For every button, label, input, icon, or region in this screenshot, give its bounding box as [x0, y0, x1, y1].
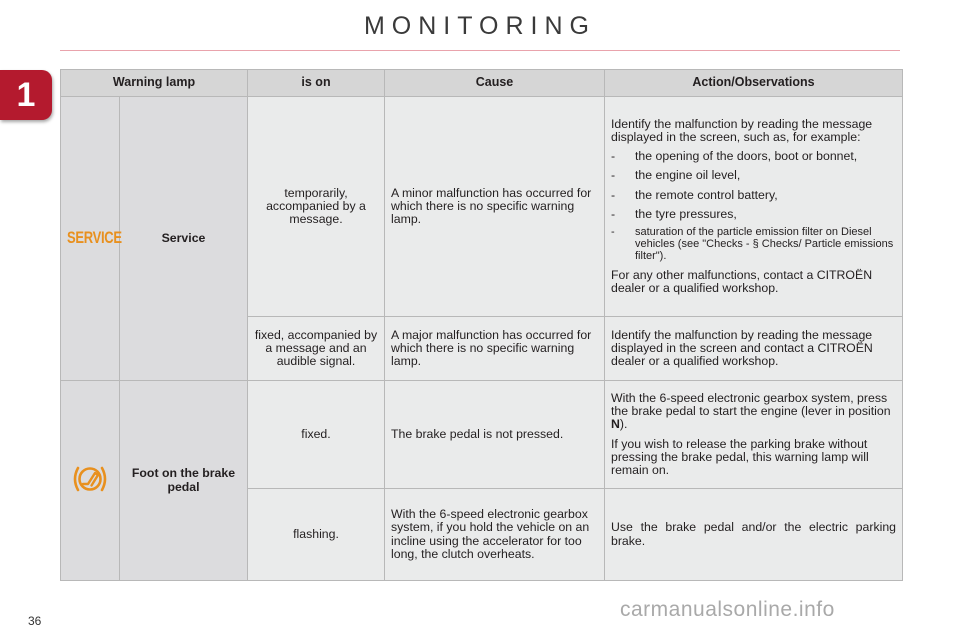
brake-action-p2: If you wish to release the parking brake without pressing the brake pedal, this warning lamp will remain on.: [611, 436, 869, 478]
service-warning-icon: SERVICE: [67, 228, 122, 248]
service-action-outro: For any other malfunctions, contact a CITROËN dealer or a qualified workshop.: [611, 267, 873, 296]
brake-row1-cause: The brake pedal is not pressed.: [385, 381, 605, 489]
list-item: - the engine oil level,: [611, 169, 896, 182]
header-action: Action/Observations: [605, 70, 903, 97]
service-action-intro: Identify the malfunction by reading the message displayed in the screen, such as, for example:: [611, 116, 873, 144]
page-title: MONITORING: [363, 12, 597, 40]
list-item: - the tyre pressures,: [611, 208, 896, 221]
brake-row1-is-on: fixed.: [248, 381, 385, 489]
service-row2-is-on: fixed, accompanied by a message and an audible signal.: [248, 317, 385, 381]
gear-position-n: N: [611, 417, 620, 432]
service-icon-cell: [61, 97, 120, 381]
brake-row2-is-on: flashing.: [248, 489, 385, 581]
brake-action-p1: With the 6-speed electronic gearbox system, press the brake pedal to start the engine (lever in position N).: [611, 390, 891, 432]
service-row1-is-on: temporarily, accompanied by a message.: [248, 97, 385, 317]
brake-icon-cell: [61, 381, 120, 581]
chapter-tab: 1: [0, 70, 52, 120]
table-row: [61, 97, 903, 317]
brake-lamp-name: Foot on the brake pedal: [120, 381, 248, 581]
brake-row1-action: [605, 381, 903, 489]
brake-row2-action: Use the brake pedal and/or the electric parking brake.: [605, 489, 903, 581]
header-cause: Cause: [385, 70, 605, 97]
service-row1-cause: A minor malfunction has occurred for which there is no specific warning lamp.: [385, 97, 605, 317]
service-lamp-name: Service: [120, 97, 248, 381]
title-divider: [60, 50, 900, 51]
service-row2-action: Identify the malfunction by reading the message displayed in the screen and contact a CITROËN dealer or a qualified workshop.: [605, 317, 903, 381]
service-action-list: [611, 150, 896, 263]
list-item: - the opening of the doors, boot or bonnet,: [611, 150, 896, 163]
warning-lamp-table: [60, 69, 903, 581]
header-warning-lamp: Warning lamp: [61, 70, 248, 97]
service-row1-action: [605, 97, 903, 317]
list-item: - saturation of the particle emission filter on Diesel vehicles (see "Checks - § Checks/ Particle emissions filter").: [611, 227, 896, 263]
brake-row2-cause: With the 6-speed electronic gearbox system, if you hold the vehicle on an incline using the accelerator for too long, the clutch overheats.: [385, 489, 605, 581]
page-number: 36: [28, 614, 42, 628]
list-item: - the remote control battery,: [611, 189, 896, 202]
table-header-row: [61, 70, 903, 97]
header-is-on: is on: [248, 70, 385, 97]
watermark: carmanualsonline.info: [620, 598, 835, 621]
foot-on-brake-icon: [71, 463, 109, 495]
table-row: [61, 381, 903, 489]
service-row2-cause: A major malfunction has occurred for which there is no specific warning lamp.: [385, 317, 605, 381]
